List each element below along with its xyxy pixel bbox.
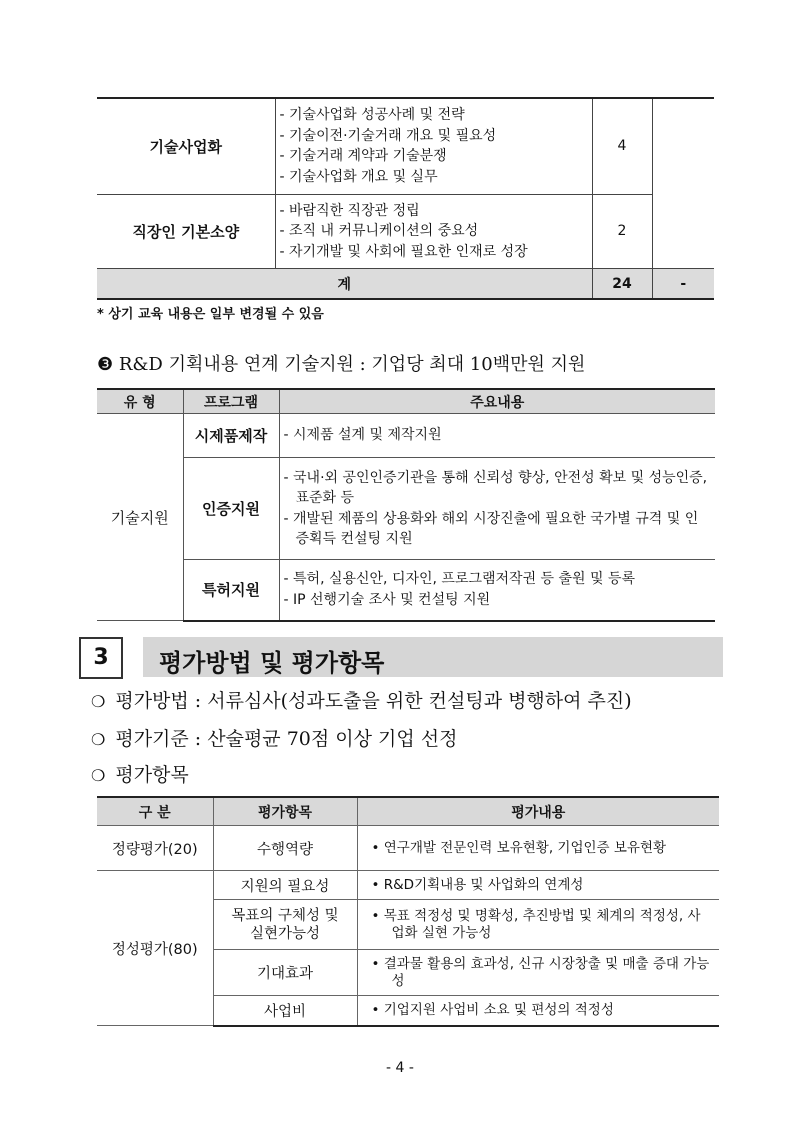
list-item: - 시제품 설계 및 제작지원 bbox=[284, 425, 712, 446]
list-item: - 조직 내 커뮤니케이션의 중요성 bbox=[280, 221, 588, 242]
section-title: 평가방법 및 평가항목 bbox=[159, 649, 385, 677]
circle-bullet-icon: ❍ bbox=[91, 730, 106, 749]
bullet-text: 평가기준 : 산술평균 70점 이상 기업 선정 bbox=[115, 728, 458, 750]
list-item: - 국내·외 공인인증기관을 통해 신뢰성 향상, 안전성 확보 및 성능인증, 표준화 등 bbox=[284, 468, 712, 509]
eval-content bbox=[357, 871, 719, 900]
items-cell bbox=[275, 98, 592, 194]
curriculum-table bbox=[97, 97, 714, 300]
count-cell: 4 bbox=[592, 98, 652, 194]
list-item: - 기술사업화 개요 및 실무 bbox=[280, 167, 588, 188]
eval-item bbox=[213, 900, 357, 950]
circle-bullet-icon: ❍ bbox=[91, 692, 106, 711]
eval-item: 수행역량 bbox=[213, 826, 357, 871]
group-label: 정량평가(20) bbox=[97, 826, 213, 871]
total-extra: - bbox=[652, 269, 714, 300]
eval-item: 지원의 필요성 bbox=[213, 871, 357, 900]
category-cell: 직장인 기본소양 bbox=[97, 194, 275, 269]
eval-item: 사업비 bbox=[213, 996, 357, 1026]
items-cell bbox=[275, 194, 592, 269]
list-item: - 자기개발 및 사회에 필요한 인재로 성장 bbox=[280, 242, 588, 263]
list-item: • 기업지원 사업비 소요 및 편성의 적정성 bbox=[372, 1002, 714, 1019]
program-name: 인증지원 bbox=[183, 458, 279, 560]
section-title-bar bbox=[143, 637, 723, 677]
total-count: 24 bbox=[592, 269, 652, 300]
list-item: • 연구개발 전문인력 보유현황, 기업인증 보유현황 bbox=[372, 840, 714, 857]
eval-content bbox=[357, 996, 719, 1026]
list-item: - 바람직한 직장관 정립 bbox=[280, 201, 588, 222]
eval-content bbox=[357, 950, 719, 996]
eval-content bbox=[357, 826, 719, 871]
bullet-line bbox=[91, 724, 457, 751]
program-name: 특허지원 bbox=[183, 560, 279, 621]
section-number: 3 bbox=[79, 637, 123, 679]
program-name: 시제품제작 bbox=[183, 414, 279, 458]
type-cell: 기술지원 bbox=[97, 414, 183, 621]
header-cell: 평가항목 bbox=[213, 797, 357, 826]
category-cell: 기술사업화 bbox=[97, 98, 275, 194]
eval-item-text: 목표의 구체성 및 실현가능성 bbox=[231, 907, 339, 942]
list-item: - 개발된 제품의 상용화와 해외 시장진출에 필요한 국가별 규격 및 인증획득 컨설팅 지원 bbox=[284, 509, 712, 550]
empty-cell bbox=[652, 98, 714, 269]
bullet-line bbox=[91, 686, 632, 713]
program-content bbox=[279, 560, 715, 621]
list-item: - 기술사업화 성공사례 및 전략 bbox=[280, 105, 588, 126]
eval-content bbox=[357, 900, 719, 950]
note-text: * 상기 교육 내용은 일부 변경될 수 있음 bbox=[97, 307, 324, 322]
header-cell: 프로그램 bbox=[183, 389, 279, 414]
program-content bbox=[279, 458, 715, 560]
program-content bbox=[279, 414, 715, 458]
bullet-text: 평가방법 : 서류심사(성과도출을 위한 컨설팅과 병행하여 추진) bbox=[115, 690, 632, 712]
section-header bbox=[79, 637, 723, 677]
page-number: - 4 - bbox=[386, 1060, 414, 1076]
section-heading: ❸ R&D 기획내용 연계 기술지원 : 기업당 최대 10백만원 지원 bbox=[97, 354, 586, 375]
list-item: - 기술거래 계약과 기술분쟁 bbox=[280, 146, 588, 167]
bullet-line bbox=[91, 760, 189, 787]
header-cell: 평가내용 bbox=[357, 797, 719, 826]
group-label: 정성평가(80) bbox=[97, 871, 213, 1026]
list-item: - IP 선행기술 조사 및 컨설팅 지원 bbox=[284, 590, 712, 611]
header-cell: 주요내용 bbox=[279, 389, 715, 414]
list-item: • R&D기획내용 및 사업화의 연계성 bbox=[372, 877, 714, 894]
support-table bbox=[97, 388, 715, 622]
circle-bullet-icon: ❍ bbox=[91, 766, 106, 785]
list-item: • 결과물 활용의 효과성, 신규 시장창출 및 매출 증대 가능성 bbox=[372, 956, 714, 990]
list-item: • 목표 적정성 및 명확성, 추진방법 및 체계의 적정성, 사업화 실현 가능성 bbox=[372, 908, 714, 942]
header-cell: 구 분 bbox=[97, 797, 213, 826]
list-item: - 특허, 실용신안, 디자인, 프로그램저작권 등 출원 및 등록 bbox=[284, 569, 712, 590]
eval-item: 기대효과 bbox=[213, 950, 357, 996]
total-label: 계 bbox=[97, 269, 592, 300]
list-item: - 기술이전·기술거래 개요 및 필요성 bbox=[280, 126, 588, 147]
evaluation-table bbox=[97, 796, 719, 1027]
bullet-text: 평가항목 bbox=[115, 764, 189, 786]
header-cell: 유 형 bbox=[97, 389, 183, 414]
count-cell: 2 bbox=[592, 194, 652, 269]
